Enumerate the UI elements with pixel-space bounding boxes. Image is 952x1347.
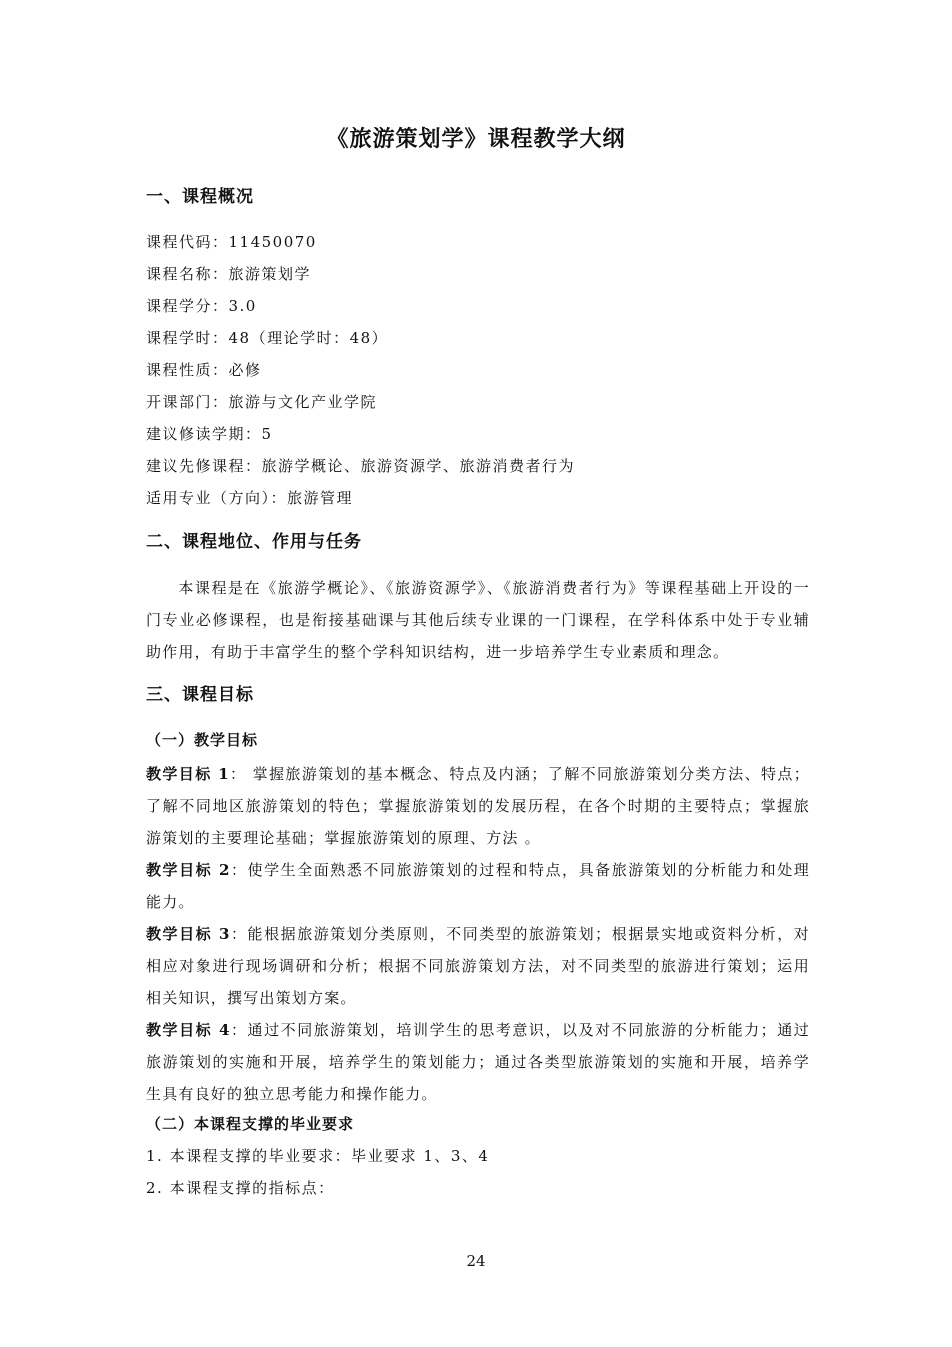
section-heading-role: 二、课程地位、作用与任务 [146,532,362,552]
info-semester: 建议修读学期：5 [146,425,273,443]
info-course-hours: 课程学时：48（理论学时：48） [146,329,389,347]
section-heading-overview: 一、课程概况 [146,187,254,207]
section-heading-objectives: 三、课程目标 [146,685,254,705]
goal-text: ：通过不同旅游策划，培训学生的思考意识，以及对不同旅游的分析能力；通过旅游策划的实施和开展，培养学生的策划能力；通过各类型旅游策划的实施和开展，培养学生具有良好的独立思考能力和操作能力。 [146,1021,810,1103]
goal-label: 教学目标 3 [146,925,231,943]
subsection-heading-graduation-requirements: （二）本课程支撑的毕业要求 [146,1115,355,1133]
document-title: 《旅游策划学》课程教学大纲 [326,126,626,152]
page-number: 24 [466,1252,486,1270]
goal-label: 教学目标 2 [146,861,231,879]
info-course-code: 课程代码：11450070 [146,233,317,251]
info-department: 开课部门：旅游与文化产业学院 [146,393,378,411]
goal-text: ：能根据旅游策划分类原则，不同类型的旅游策划；根据景实地或资料分析，对相应对象进行现场调研和分析；根据不同旅游策划方法，对不同类型的旅游进行策划；运用相关知识，撰写出策划方案。 [146,925,810,1007]
graduation-requirement-item: 1. 本课程支撑的毕业要求：毕业要求 1、3、4 [146,1147,490,1165]
teaching-goal-2 [146,854,810,918]
role-text: 本课程是在《旅游学概论》、《旅游资源学》、《旅游消费者行为》等课程基础上开设的一门专业必修课程，也是衔接基础课与其他后续专业课的一门课程，在学科体系中处于专业辅助作用，有助于丰富学生的整个学科知识结构，进一步培养学生专业素质和理念。 [146,579,810,661]
role-paragraph [146,572,810,668]
subsection-heading-teaching-goals: （一）教学目标 [146,731,259,749]
info-course-name: 课程名称：旅游策划学 [146,265,312,283]
teaching-goal-4 [146,1014,810,1110]
goal-label: 教学目标 4 [146,1021,231,1039]
goal-label: 教学目标 1 [146,765,230,783]
info-course-credits: 课程学分：3.0 [146,297,257,315]
graduation-indicator-item: 2. 本课程支撑的指标点： [146,1179,335,1197]
teaching-goal-1 [146,758,810,854]
goal-text: ：使学生全面熟悉不同旅游策划的过程和特点，具备旅游策划的分析能力和处理能力。 [146,861,810,911]
teaching-goal-3 [146,918,810,1014]
info-course-nature: 课程性质：必修 [146,361,262,379]
goal-text: ： 掌握旅游策划的基本概念、特点及内涵；了解不同旅游策划分类方法、特点；了解不同地区旅游策划的特色；掌握旅游策划的发展历程，在各个时期的主要特点；掌握旅游策划的主要理论基础；掌握旅游策划的原理、方法 。 [146,765,810,847]
info-major: 适用专业（方向）：旅游管理 [146,489,354,507]
info-prerequisites: 建议先修课程：旅游学概论、旅游资源学、旅游消费者行为 [146,457,576,475]
